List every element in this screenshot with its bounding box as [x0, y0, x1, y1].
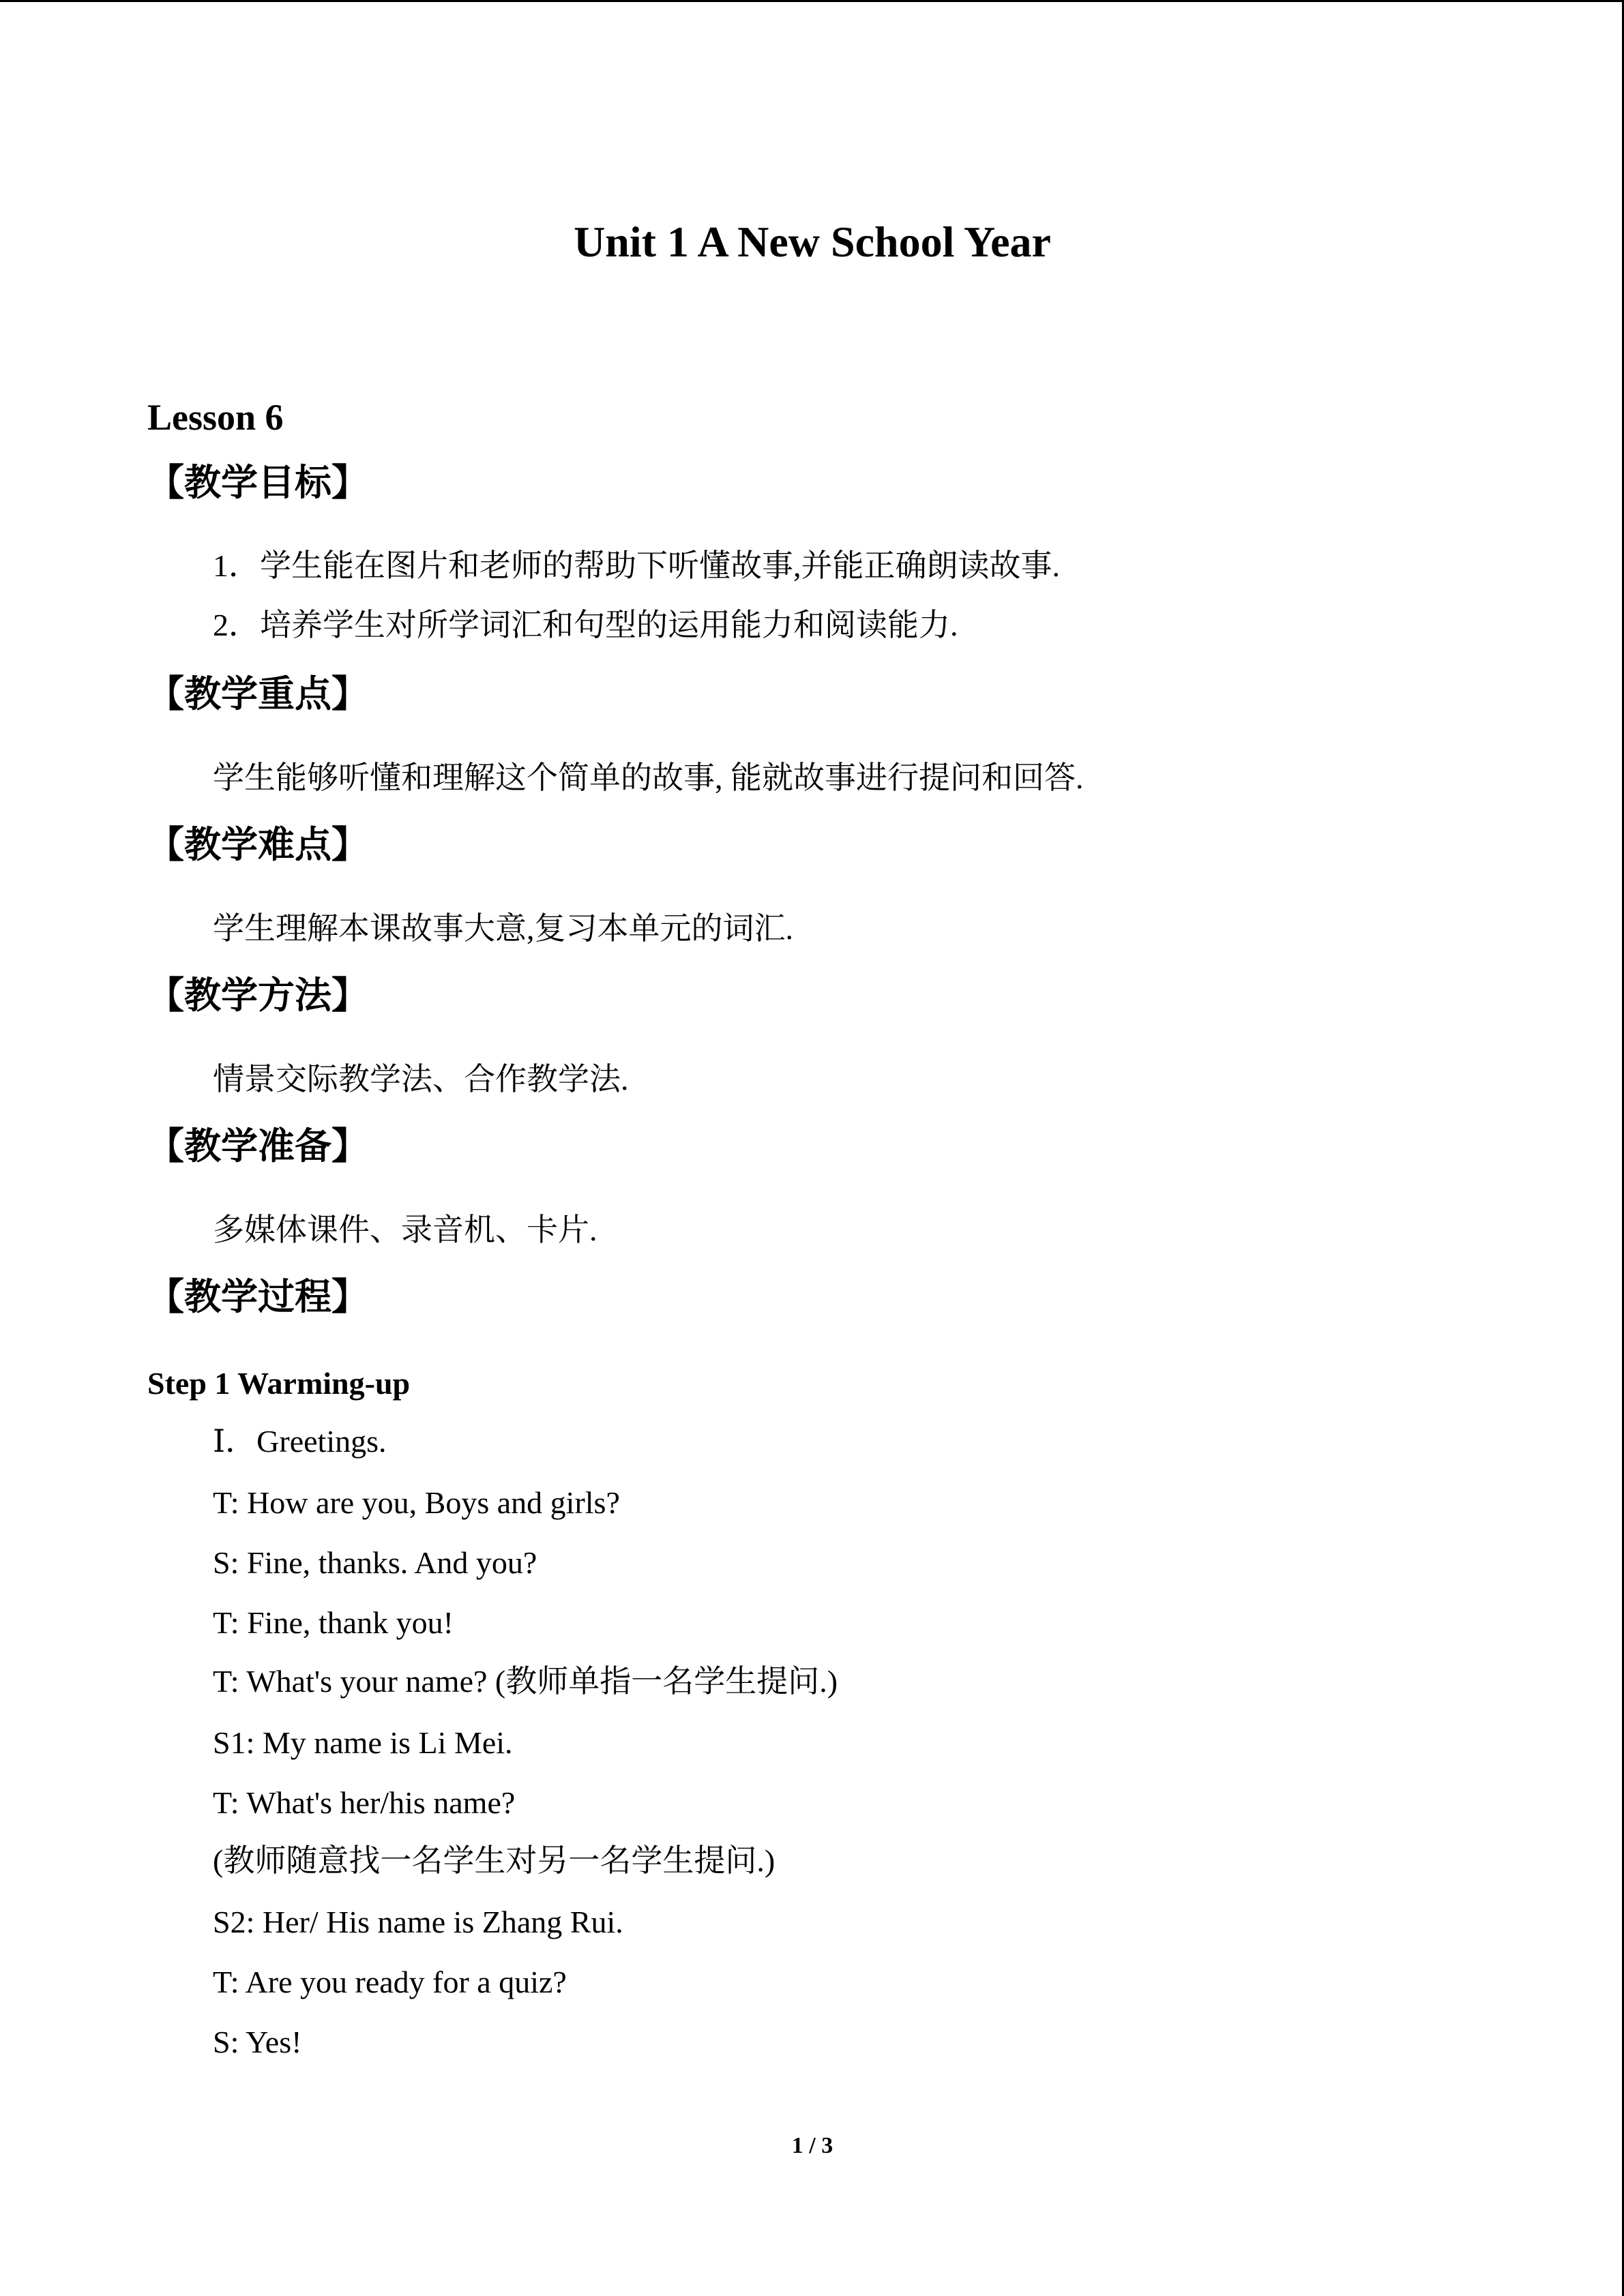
- dialogue-line: S: Fine, thanks. And you?: [213, 1545, 537, 1580]
- section-heading-key-points: 【教学重点】: [147, 672, 368, 715]
- section-heading-difficulties: 【教学难点】: [147, 823, 368, 866]
- key-points-text: 学生能够听懂和理解这个简单的故事, 能就故事进行提问和回答.: [213, 760, 1084, 795]
- dialogue-line: T: What's her/his name?: [213, 1785, 516, 1820]
- dialogue-line: S2: Her/ His name is Zhang Rui.: [213, 1905, 623, 1939]
- section-heading-preparation: 【教学准备】: [147, 1124, 368, 1167]
- section-heading-process: 【教学过程】: [147, 1275, 368, 1318]
- dialogue-line: T: Fine, thank you!: [213, 1605, 454, 1640]
- objective-item-1: 1．学生能在图片和老师的帮助下听懂故事,并能正确朗读故事.: [213, 548, 1060, 583]
- dialogue-line: (教师随意找一名学生对另一名学生提问.): [213, 1843, 776, 1878]
- dialogue-line: Ⅰ．Greetings.: [213, 1424, 387, 1459]
- document-title: Unit 1 A New School Year: [574, 218, 1051, 266]
- lesson-label: Lesson 6: [147, 397, 284, 438]
- preparation-text: 多媒体课件、录音机、卡片.: [213, 1212, 597, 1247]
- top-border: [0, 0, 1624, 2]
- dialogue-line: T: Are you ready for a quiz?: [213, 1965, 567, 1999]
- step-1-title: Step 1 Warming-up: [147, 1366, 411, 1401]
- dialogue-line: T: What's your name? (教师单指一名学生提问.): [213, 1664, 838, 1699]
- difficulties-text: 学生理解本课故事大意,复习本单元的词汇.: [213, 911, 793, 946]
- dialogue-line: S: Yes!: [213, 2025, 302, 2059]
- dialogue-line: T: How are you, Boys and girls?: [213, 1485, 620, 1520]
- dialogue-line: S1: My name is Li Mei.: [213, 1725, 513, 1760]
- objective-item-2: 2．培养学生对所学词汇和句型的运用能力和阅读能力.: [213, 608, 958, 642]
- page-indicator: 1 / 3: [791, 2133, 833, 2158]
- section-heading-objectives: 【教学目标】: [147, 461, 368, 504]
- methods-text: 情景交际教学法、合作教学法.: [213, 1062, 629, 1097]
- section-heading-methods: 【教学方法】: [147, 974, 368, 1017]
